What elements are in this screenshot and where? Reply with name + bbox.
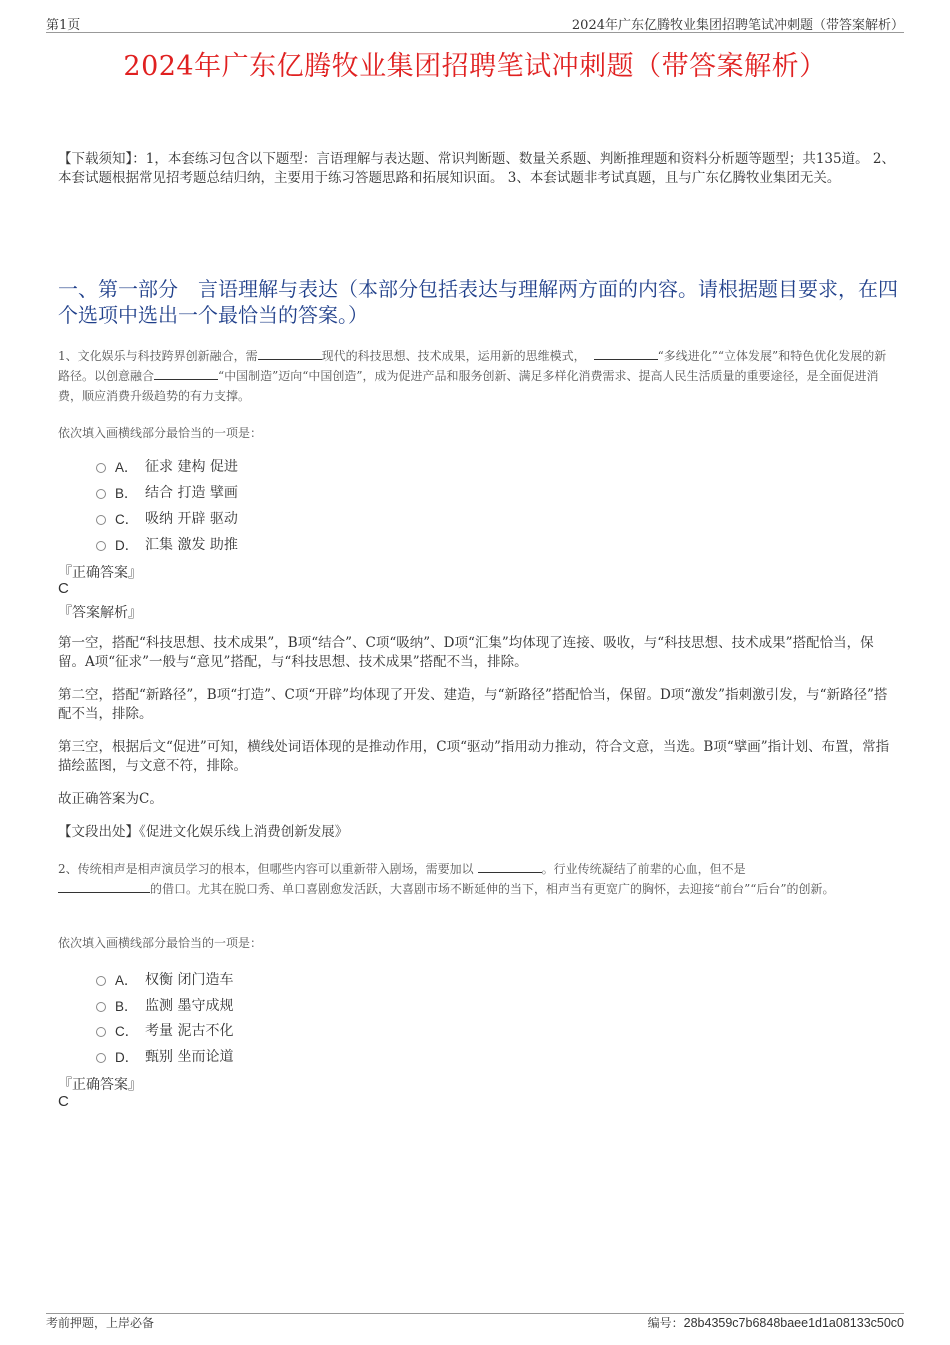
q2-text-2: 。行业传统凝结了前辈的心血，但不是 (541, 862, 746, 876)
option-text: 监测 墨守成规 (145, 998, 234, 1014)
radio-icon[interactable] (96, 489, 106, 499)
radio-icon[interactable] (96, 1053, 106, 1063)
q2-option-a[interactable] (96, 969, 233, 989)
q1-analysis-para-3: 第三空，根据后文“促进”可知，横线处词语体现的是推动作用，C项“驱动”指用动力推动，符合文意，当选。B项“擘画”指计划、布置，常指描绘蓝图，与文意不符，排除。 (58, 739, 890, 774)
option-text: 权衡 闭门造车 (145, 972, 234, 988)
footer-code-label: 编号： (647, 1316, 684, 1330)
q1-option-a[interactable] (96, 456, 238, 476)
download-notice: 【下载须知】：1，本套练习包含以下题型：言语理解与表达题、常识判断题、数量关系题、判断推理题和资料分析题等题型；共135道。 2、本套试题根据常见招考题总结归纳，主要用于练习答题思路和拓展知识面。 3、本套试题非考试真题，且与广东亿腾牧业集团无关。 (58, 151, 895, 186)
header-divider (46, 32, 904, 33)
section-heading: 一、第一部分 言语理解与表达（本部分包括表达与理解两方面的内容。请根据题目要求，在四个选项中选出一个最恰当的答案。） (58, 277, 898, 327)
footer-code (648, 1314, 904, 1331)
q2-blank-1 (478, 859, 542, 873)
option-text: 甄别 坐而论道 (145, 1049, 234, 1065)
option-letter: B． (115, 486, 138, 501)
q1-analysis-para-1: 第一空，搭配“科技思想、技术成果”，B项“结合”、C项“吸纳”、D项“汇集”均体现了连接、吸收，与“科技思想、技术成果”搭配恰当，保留。A项“征求”一般与“意见”搭配，与“科技思想、技术成果”搭配不当，排除。 (58, 635, 874, 670)
option-letter: A． (115, 973, 138, 988)
q1-blank-1 (258, 346, 322, 360)
q1-blank-2 (594, 346, 658, 360)
option-text: 吸纳 开辟 驱动 (145, 511, 238, 527)
option-text: 考量 泥古不化 (145, 1023, 234, 1039)
q1-blank-3 (154, 366, 218, 380)
header-page-number: 第1页 (46, 18, 81, 33)
footer-code-value: 28b4359c7b6848baee1d1a08133c50c0 (683, 1316, 904, 1330)
option-letter: D． (115, 538, 139, 553)
option-letter: A． (115, 460, 138, 475)
q2-answer: C (58, 1093, 69, 1110)
radio-icon[interactable] (96, 976, 106, 986)
q1-answer-label: 『正确答案』 (58, 565, 142, 581)
radio-icon[interactable] (96, 515, 106, 525)
radio-icon[interactable] (96, 541, 106, 551)
q1-option-c[interactable] (96, 508, 238, 528)
q1-answer: C (58, 580, 69, 597)
option-text: 征求 建构 促进 (145, 459, 238, 475)
option-letter: C． (115, 1024, 139, 1039)
question-1-stem (58, 346, 898, 406)
q1-analysis-conclusion: 故正确答案为C。 (58, 791, 163, 807)
q2-option-b[interactable] (96, 995, 233, 1015)
q1-text-1: 1、文化娱乐与科技跨界创新融合，需 (58, 349, 258, 363)
radio-icon[interactable] (96, 1027, 106, 1037)
option-letter: D． (115, 1050, 139, 1065)
option-letter: B． (115, 999, 138, 1014)
q2-answer-label: 『正确答案』 (58, 1077, 142, 1093)
q2-text-3: 的借口。尤其在脱口秀、单口喜剧愈发活跃，大喜剧市场不断延伸的当下，相声当有更宽广的胸怀，去迎接“前台”“后台”的创新。 (150, 882, 835, 896)
q1-option-b[interactable] (96, 482, 238, 502)
header-doc-title: 2024年广东亿腾牧业集团招聘笔试冲刺题（带答案解析） (571, 18, 904, 33)
radio-icon[interactable] (96, 1002, 106, 1012)
q1-source: 【文段出处】《促进文化娱乐线上消费创新发展》 (58, 824, 349, 840)
page-title: 2024年广东亿腾牧业集团招聘笔试冲刺题（带答案解析） (123, 51, 827, 82)
q1-text-2: 现代的科技思想、技术成果，运用新的思维模式， (321, 349, 586, 363)
option-text: 汇集 激发 助推 (145, 537, 238, 553)
q1-analysis-para-2: 第二空，搭配“新路径”，B项“打造”、C项“开辟”均体现了开发、建造，与“新路径”搭配恰当，保留。D项“激发”指刺激引发，与“新路径”搭配不当，排除。 (58, 687, 888, 722)
question-2-stem (58, 859, 898, 899)
q1-text-4: “中国制造”迈向“中国创造”，成为促进产品和服务创新、满足多样化消费需求、提高人民生活质量的重要途径，是全面促进消费，顺应消费升级趋势的有力支撑。 (58, 369, 879, 403)
q2-option-d[interactable] (96, 1046, 233, 1066)
option-letter: C． (115, 512, 139, 527)
q1-option-d[interactable] (96, 534, 238, 554)
q2-text-1: 2、传统相声是相声演员学习的根本，但哪些内容可以重新带入剧场，需要加以 (58, 862, 474, 876)
option-text: 结合 打造 擘画 (145, 485, 238, 501)
q1-prompt: 依次填入画横线部分最恰当的一项是： (58, 426, 263, 440)
footer-slogan: 考前押题，上岸必备 (46, 1316, 155, 1330)
q1-analysis-label: 『答案解析』 (58, 605, 142, 621)
q2-blank-2 (58, 879, 150, 893)
q2-prompt: 依次填入画横线部分最恰当的一项是： (58, 936, 263, 950)
q1-text-3: “多线进化”“立体发展”和特色优化发展的新路径。以创意融合 (58, 349, 887, 383)
radio-icon[interactable] (96, 463, 106, 473)
q2-option-c[interactable] (96, 1020, 233, 1040)
